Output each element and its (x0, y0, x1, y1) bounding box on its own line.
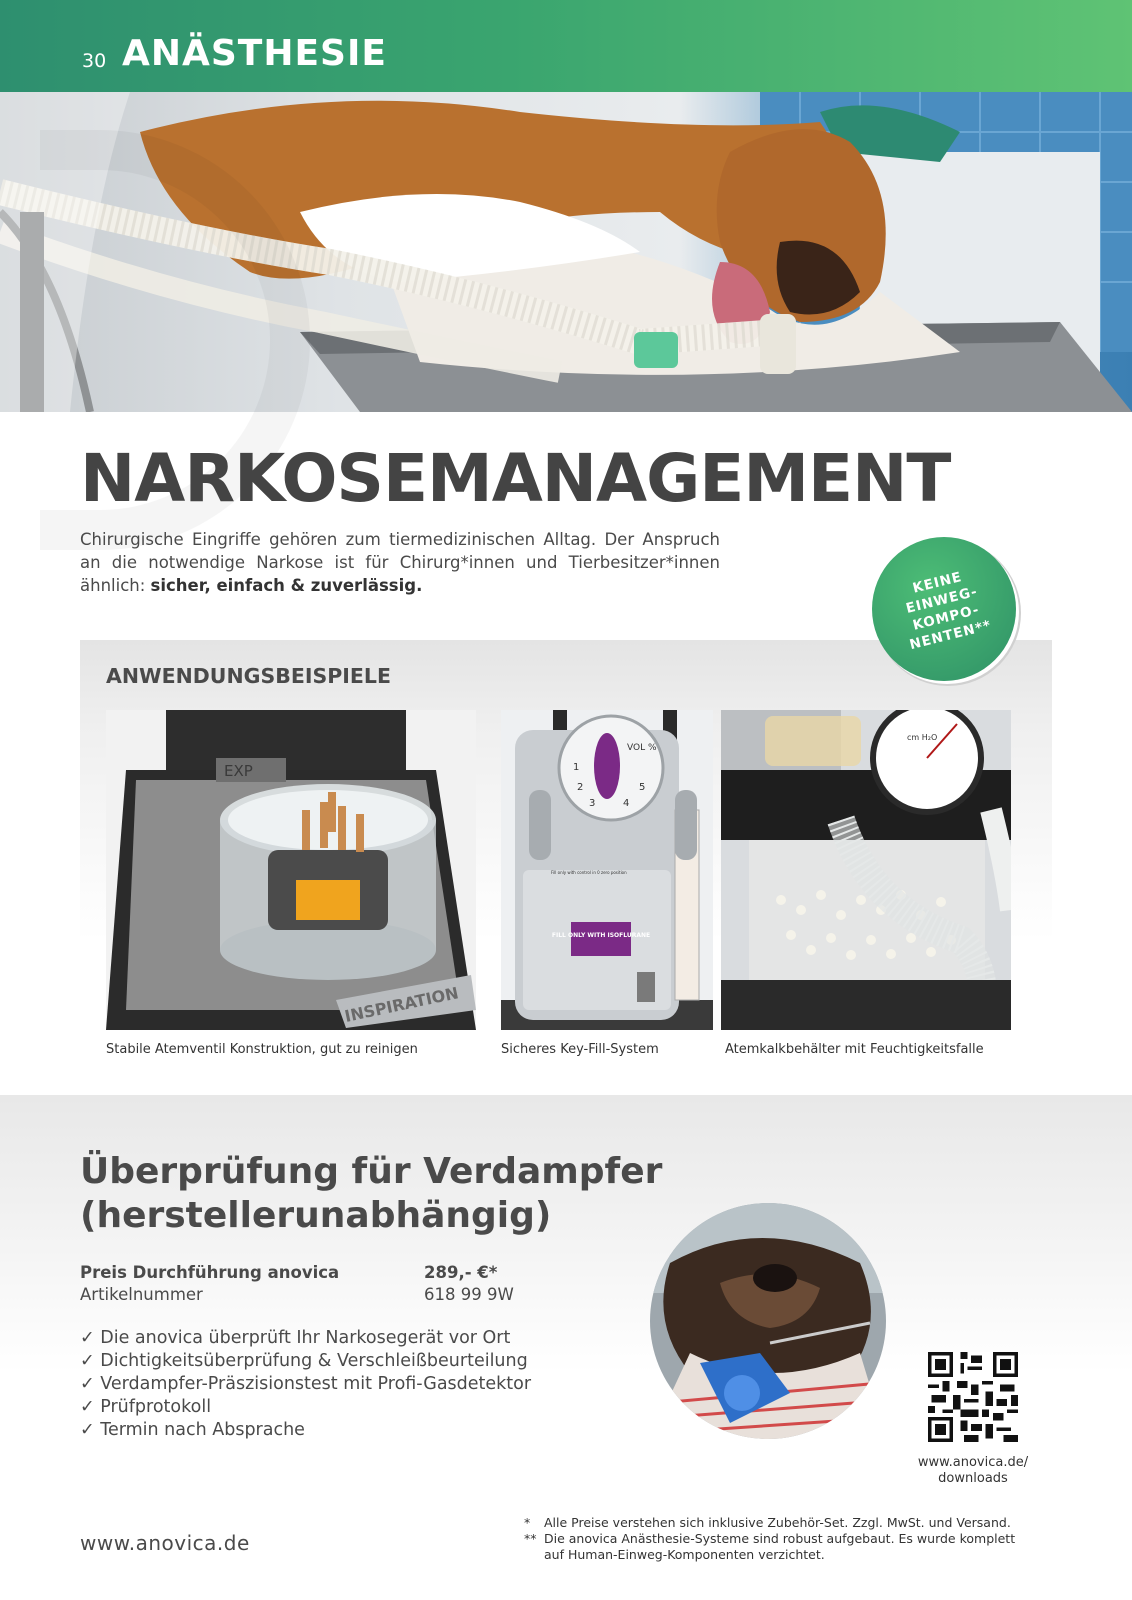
service-title (80, 1150, 680, 1238)
label-inspiration: INSPIRATION (342, 983, 461, 1026)
checklist-item: ✓ Verdampfer-Präszisionstest mit Profi-Gasdetektor (80, 1374, 532, 1394)
notice-label: Fill only with control in 0 zero position (551, 870, 627, 875)
round-photo-dog-intubated (650, 1203, 886, 1439)
no-disposables-badge (872, 537, 1016, 681)
footnote-1 (524, 1515, 1011, 1530)
footnote-2 (524, 1531, 1015, 1546)
page-number: 30 (82, 50, 107, 72)
footnote-2-mark: ** (524, 1531, 537, 1546)
service-checklist (80, 1327, 531, 1442)
downloads-link[interactable] (900, 1455, 1046, 1487)
application-examples-panel (80, 640, 1052, 1070)
footnote-2-text-cont: auf Human-Einweg-Komponenten verzichtet. (544, 1547, 825, 1562)
checklist-item: ✓ Die anovica überprüft Ihr Narkosegerät vor Ort (80, 1328, 511, 1348)
dial-scale-3: 3 (589, 798, 596, 809)
footnote-1-text: Alle Preise verstehen sich inklusive Zubehör-Set. Zzgl. MwSt. und Versand. (544, 1515, 1011, 1530)
examples-heading: ANWENDUNGSBEISPIELE (106, 664, 391, 688)
fill-label: FILL ONLY WITH ISOFLURANE (551, 932, 651, 939)
section-header (0, 0, 1132, 92)
service-title-line2: (herstellerunabhängig) (80, 1195, 552, 1236)
intro-emphasis: sicher, einfach & zuverlässig. (150, 576, 423, 595)
intro-paragraph (80, 528, 720, 597)
dial-scale-4: 4 (623, 798, 630, 809)
dial-scale-5: 5 (639, 782, 646, 793)
photo-breathing-valve (106, 710, 476, 1030)
photo-co2-absorber (721, 710, 1011, 1030)
badge-text: KEINE EINWEG- KOMPO- NENTEN** (904, 568, 994, 654)
qr-code[interactable] (928, 1352, 1018, 1442)
service-title-line1: Überprüfung für Verdampfer (80, 1151, 663, 1192)
footnote-1-mark: * (524, 1515, 531, 1530)
checklist-item: ✓ Termin nach Absprache (80, 1420, 305, 1440)
website-url[interactable]: www.anovica.de (80, 1531, 250, 1555)
checklist-item: ✓ Prüfprotokoll (80, 1397, 212, 1417)
caption-co2-absorber: Atemkalkbehälter mit Feuchtigkeitsfalle (725, 1042, 984, 1057)
footnote-2-text: Die anovica Anästhesie-Systeme sind robust aufgebaut. Es wurde komplett (544, 1531, 1016, 1546)
intro-text: Chirurgische Eingriffe gehören zum tiermedizinischen Alltag. Der Anspruch an die notwendige Narkose ist für Chirurg*innen und Tierbesitzer*innen ähnlich: (80, 530, 720, 595)
article-label: Artikelnummer (80, 1285, 203, 1304)
price-value: 289,- €* (424, 1263, 498, 1282)
section-title: ANÄSTHESIE (122, 33, 387, 74)
gauge-unit: cm H₂O (907, 733, 938, 742)
label-exp: EXP (224, 762, 253, 780)
dial-scale-1: 1 (573, 762, 580, 773)
photo-key-fill-vaporizer (501, 710, 713, 1030)
checklist-item: ✓ Dichtigkeitsüberprüfung & Verschleißbeurteilung (80, 1351, 528, 1371)
downloads-line1: www.anovica.de/ (917, 1455, 1029, 1470)
caption-breathing-valve: Stabile Atemventil Konstruktion, gut zu reinigen (106, 1042, 418, 1057)
article-value: 618 99 9W (424, 1285, 514, 1304)
downloads-line2: downloads (938, 1471, 1008, 1486)
page-headline: NARKOSEMANAGEMENT (80, 440, 951, 517)
price-label: Preis Durchführung anovica (80, 1263, 340, 1282)
footnote-2-cont (524, 1547, 825, 1562)
caption-key-fill: Sicheres Key-Fill-System (501, 1042, 659, 1057)
dial-scale-2: 2 (577, 782, 584, 793)
dial-unit: VOL % (627, 743, 657, 753)
